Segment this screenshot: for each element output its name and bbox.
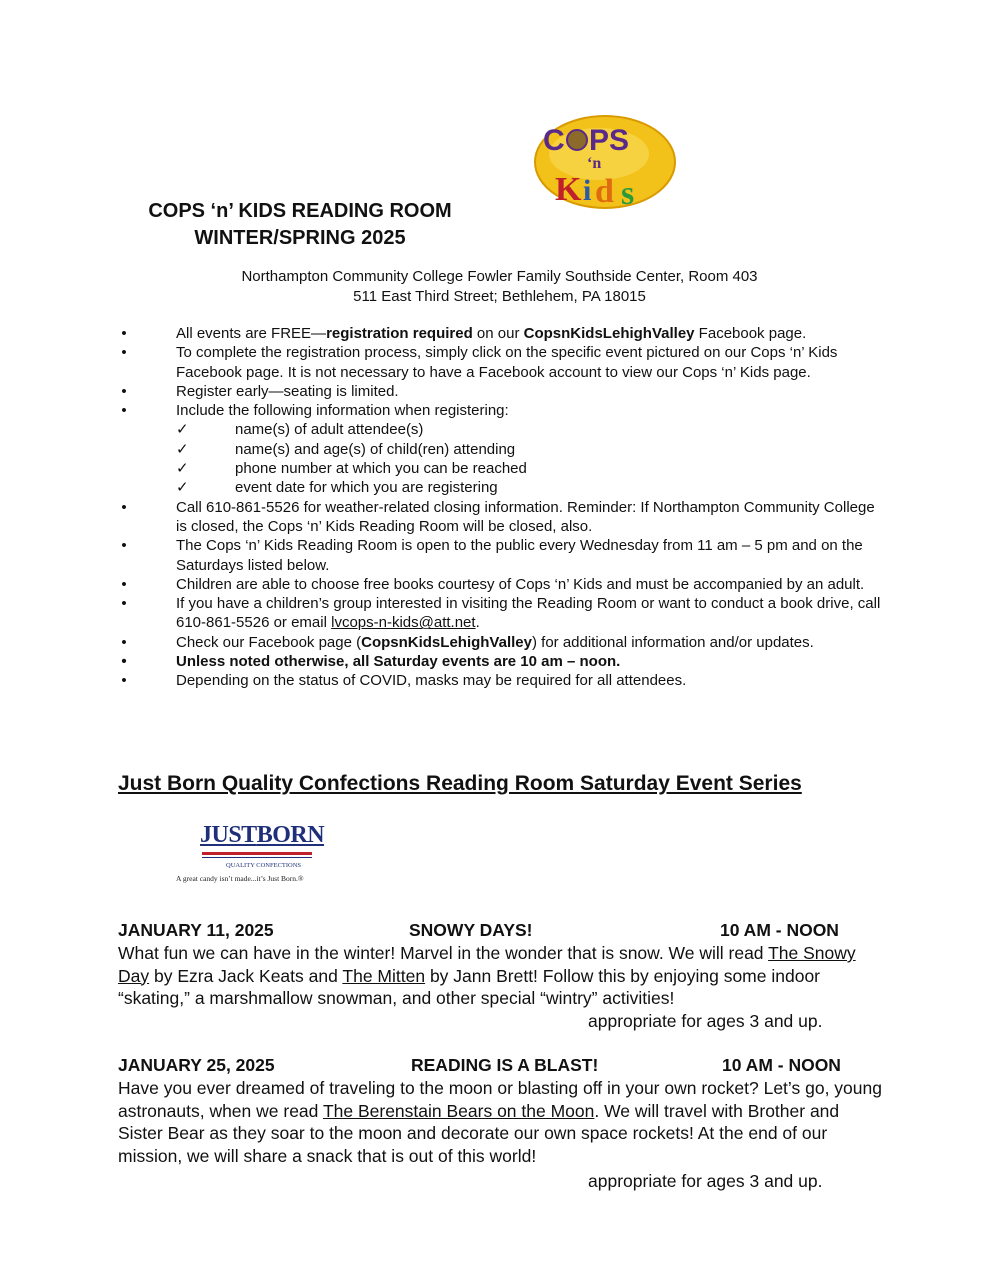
book-title: The Mitten <box>342 965 426 986</box>
bullet-icon: • <box>121 382 127 400</box>
bullet-item: • Check our Facebook page (CopsnKidsLehighValley) for additional information and/or updates. <box>118 633 888 652</box>
event-title: SNOWY DAYS! <box>409 920 533 940</box>
svg-text:K: K <box>555 171 582 208</box>
svg-text:i: i <box>583 174 592 207</box>
bullet-icon: • <box>121 633 127 651</box>
bullet-icon: • <box>121 575 127 593</box>
bullet-item: • Call 610-861-5526 for weather-related closing information. Reminder: If Northampton Community College is closed, the Cops ‘n’ Kids Reading Room will be closed, also. <box>118 498 888 537</box>
event-age-note: appropriate for ages 3 and up. <box>588 1011 823 1031</box>
checkmark-icon: ✓ <box>176 460 189 478</box>
section-title: Just Born Quality Confections Reading Room Saturday Event Series <box>118 772 802 795</box>
svg-text:‘n: ‘n <box>587 155 602 172</box>
bullet-item: • All events are FREE—registration required on our CopsnKidsLehighValley Facebook page. <box>118 324 888 343</box>
page-title-line2: WINTER/SPRING 2025 <box>194 227 406 249</box>
checkmark-icon: ✓ <box>176 421 189 439</box>
svg-text:s: s <box>621 175 635 212</box>
checklist-item: ✓ event date for which you are registering <box>176 479 498 497</box>
bullet-item: • Depending on the status of COVID, masks may be required for all attendees. <box>118 671 888 690</box>
event-header <box>118 1055 878 1077</box>
svg-text:C: C <box>543 124 565 157</box>
bullet-icon: • <box>121 325 127 342</box>
checklist-item: ✓ name(s) of adult attendee(s) <box>176 421 424 439</box>
event-date: JANUARY 25, 2025 <box>118 1055 275 1075</box>
address-line1: Northampton Community College Fowler Family Southside Center, Room 403 <box>241 268 758 285</box>
svg-text:d: d <box>595 173 614 210</box>
checkmark-icon: ✓ <box>176 440 189 458</box>
bullet-item: • Register early—seating is limited. <box>118 382 888 401</box>
bullet-icon: • <box>121 653 127 671</box>
bullet-icon: • <box>121 672 127 690</box>
bullet-item: • If you have a children’s group interested in visiting the Reading Room or want to conduct a book drive, call 610-861-5526 or email lvcops-n-kids@att.net. <box>118 594 888 633</box>
event-description: What fun we can have in the winter! Marvel in the wonder that is snow. We will read The Snowy Day by Ezra Jack Keats and The Mitten by Jann Brett! Follow this by enjoying some indoor “skating,” a marshmallow snowman, and other special “wintry” activities! <box>118 943 856 1008</box>
address-line2: 511 East Third Street; Bethlehem, PA 18015 <box>353 288 646 305</box>
checklist-item: ✓ name(s) and age(s) of child(ren) attending <box>176 440 516 458</box>
checklist-item: ✓ phone number at which you can be reached <box>176 460 527 478</box>
event-title: READING IS A BLAST! <box>411 1055 599 1075</box>
event-time: 10 AM - NOON <box>722 1055 841 1075</box>
cops-n-kids-logo <box>533 112 681 216</box>
bullet-icon: • <box>121 498 127 516</box>
event-date: JANUARY 11, 2025 <box>118 920 274 940</box>
bullet-icon: • <box>121 344 127 362</box>
bullet-item: • Children are able to choose free books courtesy of Cops ‘n’ Kids and must be accompanied by an adult. <box>118 575 888 594</box>
bullet-item: • Include the following information when registering: <box>118 401 888 420</box>
info-bullet-list <box>118 324 888 691</box>
event-header <box>118 920 878 942</box>
checkmark-icon: ✓ <box>176 479 189 497</box>
event-time: 10 AM - NOON <box>720 920 839 940</box>
book-title: The Berenstain Bears on the Moon <box>322 1100 595 1121</box>
svg-text:PS: PS <box>589 124 630 157</box>
bullet-icon: • <box>121 402 127 420</box>
bullet-icon: • <box>121 537 127 555</box>
just-born-logo: JUSTBORN QUALITY CONFECTIONS A great candy isn’t made...it’s Just Born.® <box>176 822 325 883</box>
email-link[interactable]: lvcops-n-kids@att.net <box>331 614 476 632</box>
bullet-item: • To complete the registration process, simply click on the specific event pictured on our Cops ‘n’ Kids Facebook page. It is not necessary to have a Facebook account to view our Cops ‘n’ Kids page. <box>118 343 888 382</box>
event-age-note: appropriate for ages 3 and up. <box>588 1171 823 1191</box>
book-title: The Snowy Day <box>118 943 856 986</box>
bullet-icon: • <box>121 595 127 613</box>
bullet-item: • The Cops ‘n’ Kids Reading Room is open to the public every Wednesday from 11 am – 5 pm and on the Saturdays listed below. <box>118 536 888 575</box>
event-description: Have you ever dreamed of traveling to the moon or blasting off in your own rocket? Let’s go, young astronauts, when we read The Berenstain Bears on the Moon. We will travel with Brother and Sister Bear as they soar to the moon and decorate our own space rockets! At the end of our mission, we will share a snack that is out of this world! <box>118 1078 882 1166</box>
page-title-line1: COPS ‘n’ KIDS READING ROOM <box>148 200 452 222</box>
bullet-item: • Unless noted otherwise, all Saturday events are 10 am – noon. <box>118 652 888 671</box>
